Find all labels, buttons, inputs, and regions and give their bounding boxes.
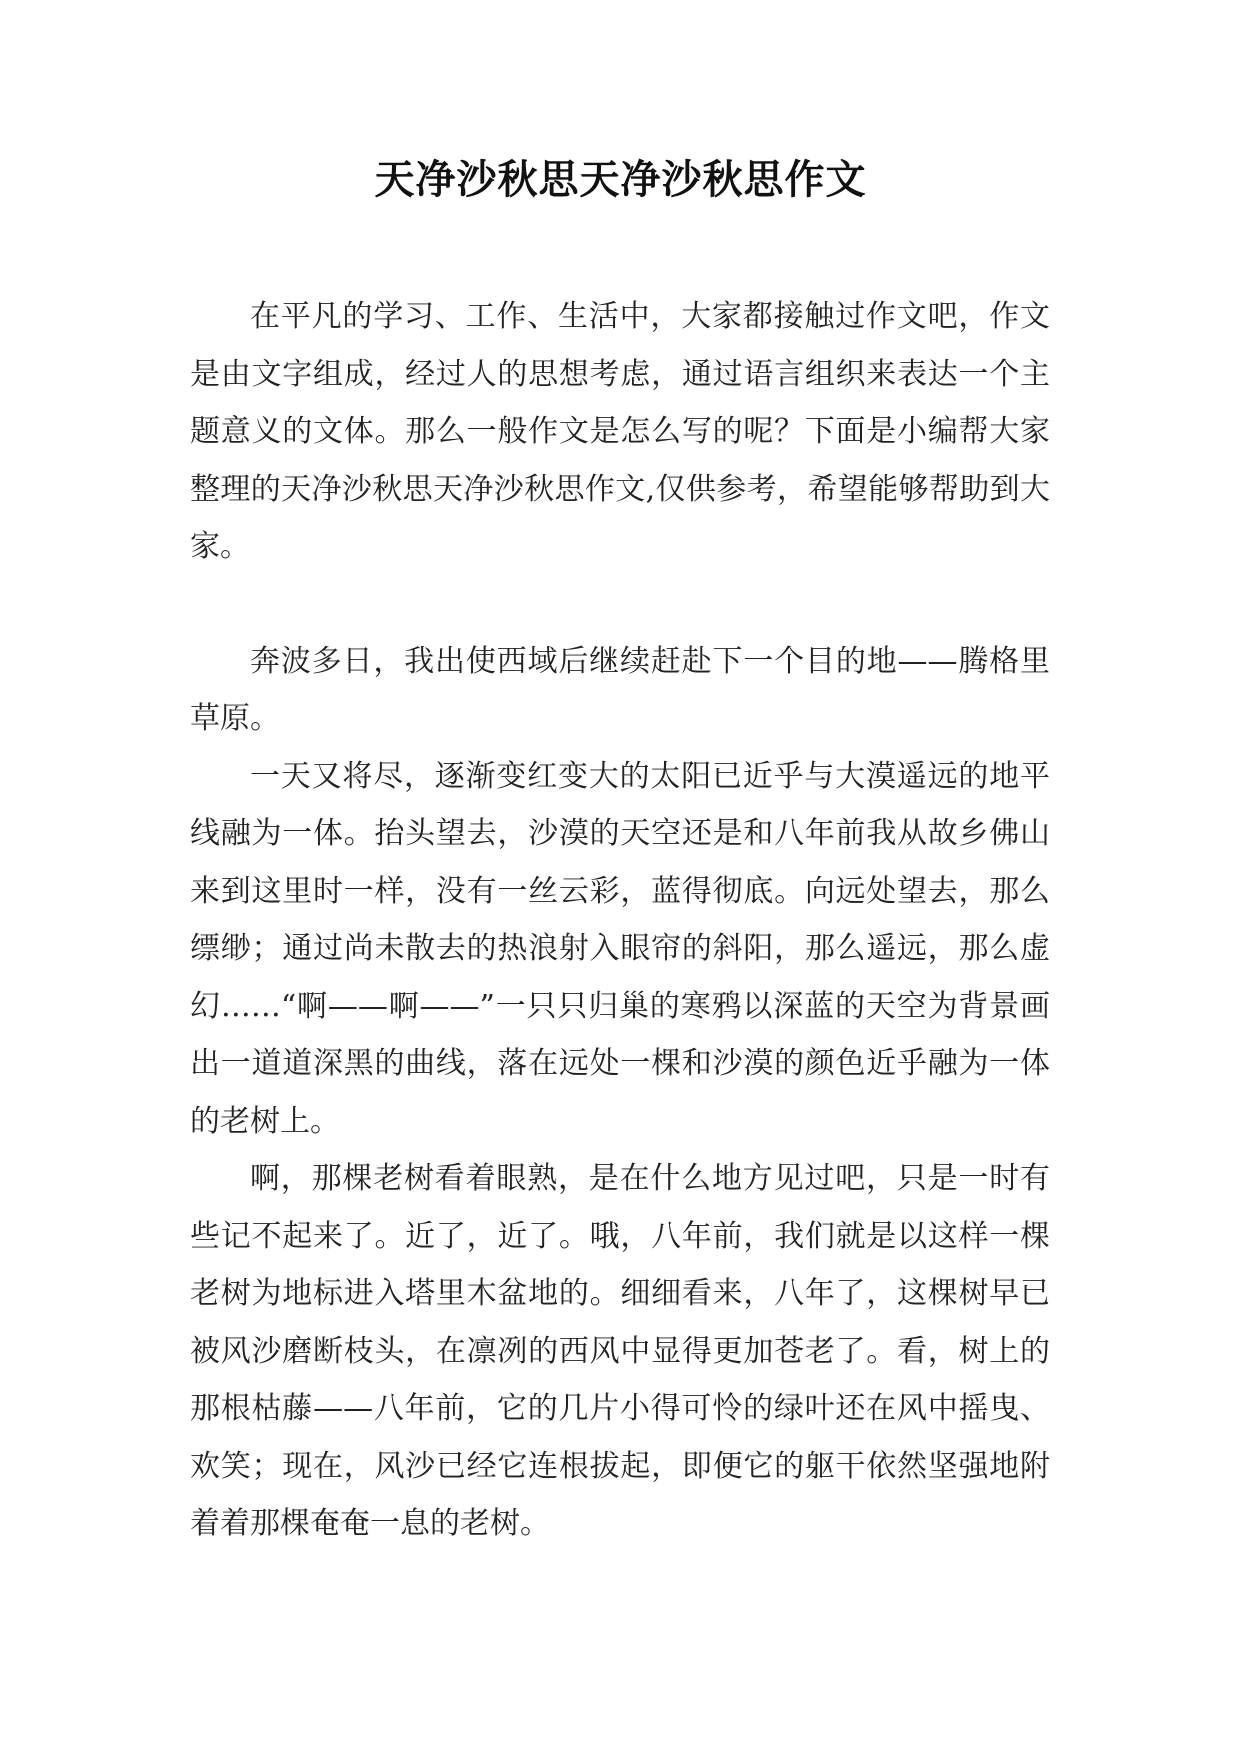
intro-paragraph: 在平凡的学习、工作、生活中，大家都接触过作文吧，作文是由文字组成，经过人的思想考虑，通过语言组织来表达一个主题意义的文体。那么一般作文是怎么写的呢？下面是小编帮大家整理的天净沙秋思天净沙秋思作文,仅供参考，希望能够帮助到大家。 — [190, 299, 1050, 564]
body-paragraph: 奔波多日，我出使西域后继续赶赴下一个目的地——腾格里草原。 — [190, 643, 1050, 736]
body-paragraph: 啊，那棵老树看着眼熟，是在什么地方见过吧，只是一时有些记不起来了。近了，近了。哦，八年前，我们就是以这样一棵老树为地标进入塔里木盆地的。细细看来，八年了，这棵树早已被风沙磨断枝头，在凛冽的西风中显得更加苍老了。看，树上的那根枯藤——八年前，它的几片小得可怜的绿叶还在风中摇曳、欢笑；现在，风沙已经它连根拔起，即便它的躯干依然坚强地附着着那棵奄奄一息的老树。 — [190, 1161, 1050, 1541]
document-title: 天净沙秋思天净沙秋思作文 — [374, 156, 867, 203]
body-paragraph: 一天又将尽，逐渐变红变大的太阳已近乎与大漠遥远的地平线融为一体。抬头望去，沙漠的天空还是和八年前我从故乡佛山来到这里时一样，没有一丝云彩，蓝得彻底。向远处望去，那么缥缈；通过尚未散去的热浪射入眼帘的斜阳，那么遥远，那么虚幻……“啊——啊——”一只只归巢的寒鸦以深蓝的天空为背景画出一道道深黑的曲线，落在远处一棵和沙漠的颜色近乎融为一体的老树上。 — [190, 758, 1050, 1139]
document-body — [190, 288, 1050, 1553]
